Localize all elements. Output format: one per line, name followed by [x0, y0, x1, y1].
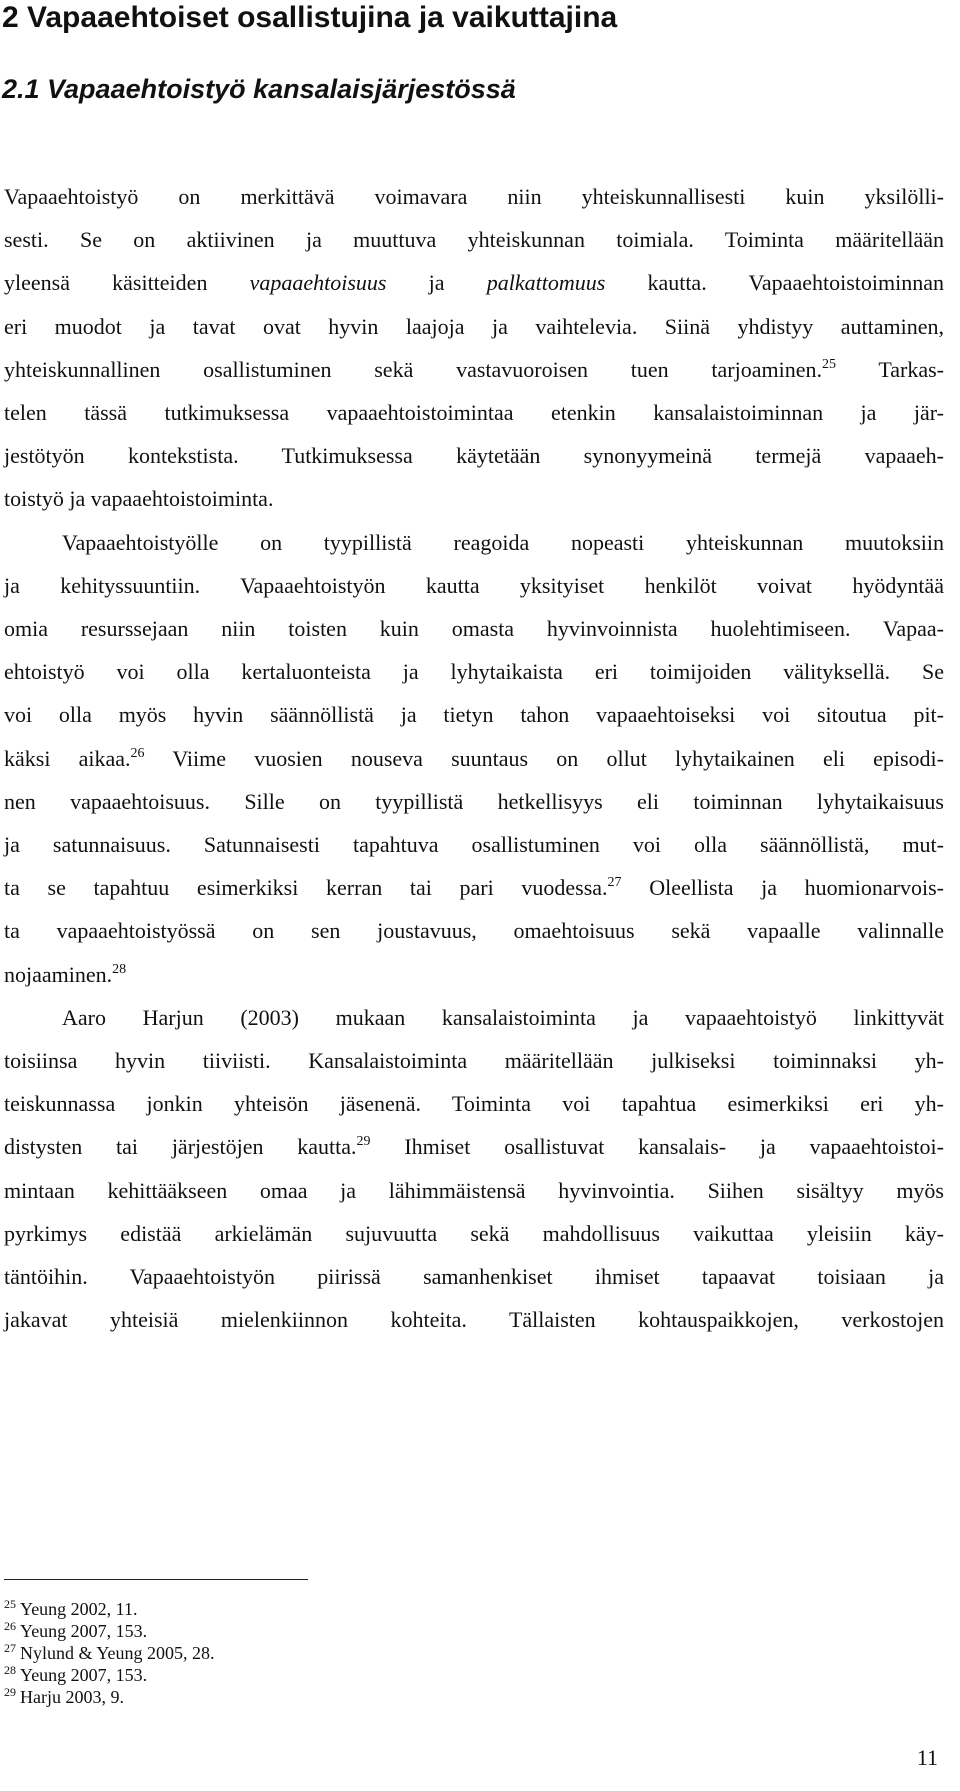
text-line: sesti. Se on aktiivinen ja muuttuva yhteiskunnan toimiala. Toiminta määritellään	[4, 227, 944, 253]
footnote-ref[interactable]: 29	[356, 1134, 371, 1150]
paragraph-3	[4, 996, 944, 1342]
footnote-item	[4, 1598, 215, 1620]
text-line: jestötyön kontekstista. Tutkimuksessa käytetään synonyymeinä termejä vapaaeh-	[4, 443, 944, 469]
emphasis-term: vapaaehtoisuus	[249, 270, 387, 296]
text-line	[4, 737, 944, 780]
text-line	[4, 261, 944, 304]
text-line	[4, 1125, 944, 1168]
text-line: toisiinsa hyvin tiiviisti. Kansalaistoiminta määritellään julkiseksi toiminnaksi yh-	[4, 1048, 944, 1074]
footnote-text: Yeung 2002, 11.	[20, 1599, 138, 1619]
text-line: pyrkimys edistää arkielämän sujuvuutta sekä mahdollisuus vaikuttaa yleisiin käy-	[4, 1220, 944, 1246]
footnote-ref[interactable]: 28	[112, 961, 127, 977]
text-line: täntöihin. Vapaaehtoistyön piirissä samanhenkiset ihmiset tapaavat toisiaan ja	[4, 1264, 944, 1290]
text-line	[4, 866, 944, 909]
text-run: distysten tai järjestöjen kautta.	[4, 1134, 357, 1160]
paragraph-1	[4, 175, 944, 521]
footnote-number: 28	[4, 1663, 16, 1677]
text-run: ja	[386, 270, 487, 296]
text-line	[4, 348, 944, 391]
footnote-number: 27	[4, 1641, 16, 1655]
text-line: nen vapaaehtoisuus. Sille on tyypillistä hetkellisyys eli toiminnan lyhytaikaisuus	[4, 788, 944, 814]
text-run: Viime vuosien nouseva suuntaus on ollut lyhytaikainen eli episodi-	[144, 745, 944, 771]
text-run: ta se tapahtuu esimerkiksi kerran tai pari vuodessa.	[4, 875, 608, 901]
text-run: Tarkas-	[836, 356, 944, 382]
text-run: yhteiskunnallinen osallistuminen sekä vastavuoroisen tuen tarjoaminen.	[4, 356, 822, 382]
footnote-item	[4, 1664, 215, 1686]
footnote-ref[interactable]: 27	[607, 875, 622, 891]
text-line: ehtoistyö voi olla kertaluonteista ja lyhytaikaista eri toimijoiden välityksellä. Se	[4, 659, 944, 685]
footnote-ref[interactable]: 25	[822, 356, 836, 372]
text-line: teiskunnassa jonkin yhteisön jäsenenä. Toiminta voi tapahtua esimerkiksi eri yh-	[4, 1091, 944, 1117]
footnote-number: 26	[4, 1619, 16, 1633]
text-line: telen tässä tutkimuksessa vapaaehtoistoimintaa etenkin kansalaistoiminnan ja jär-	[4, 400, 944, 426]
text-line: eri muodot ja tavat ovat hyvin laajoja ja vaihtelevia. Siinä yhdistyy auttaminen,	[4, 313, 944, 339]
footnote-text: Yeung 2007, 153.	[20, 1621, 148, 1641]
footnote-text: Harju 2003, 9.	[20, 1687, 124, 1707]
text-line: mintaan kehittääkseen omaa ja lähimmäistensä hyvinvointia. Siihen sisältyy myös	[4, 1177, 944, 1203]
footnote-text: Nylund & Yeung 2005, 28.	[20, 1643, 215, 1663]
text-line: jakavat yhteisiä mielenkiinnon kohteita. Tällaisten kohtauspaikkojen, verkostojen	[4, 1307, 944, 1333]
paragraph-2	[4, 521, 944, 996]
text-line: Vapaaehtoistyölle on tyypillistä reagoida nopeasti yhteiskunnan muutoksiin	[62, 529, 944, 555]
footnote-item	[4, 1642, 215, 1664]
text-line: toistyö ja vapaaehtoistoiminta.	[4, 486, 274, 512]
text-run: Ihmiset osallistuvat kansalais- ja vapaaehtoistoi-	[370, 1134, 944, 1160]
footnote-item	[4, 1620, 215, 1642]
text-run: yleensä käsitteiden	[4, 270, 250, 296]
footnote-number: 25	[4, 1597, 16, 1611]
text-line: ja kehityssuuntiin. Vapaaehtoistyön kautta yksityiset henkilöt voivat hyödyntää	[4, 572, 944, 598]
footnotes	[4, 1598, 215, 1708]
text-line	[4, 953, 944, 996]
text-run: kautta. Vapaaehtoistoiminnan	[605, 270, 944, 296]
body-text	[4, 175, 944, 1341]
text-line: ja satunnaisuus. Satunnaisesti tapahtuva osallistuminen voi olla säännöllistä, mut-	[4, 832, 944, 858]
text-line: Vapaaehtoistyö on merkittävä voimavara niin yhteiskunnallisesti kuin yksilölli-	[4, 184, 944, 209]
text-line: Aaro Harjun (2003) mukaan kansalaistoiminta ja vapaaehtoistyö linkittyvät	[62, 1004, 944, 1030]
text-line: ta vapaaehtoistyössä on sen joustavuus, omaehtoisuus sekä vapaalle valinnalle	[4, 918, 944, 944]
text-run: nojaaminen.	[4, 961, 113, 987]
footnote-text: Yeung 2007, 153.	[20, 1665, 148, 1685]
text-run: käksi aikaa.	[4, 745, 131, 771]
page-number: 11	[916, 1745, 938, 1770]
footnote-divider	[4, 1579, 308, 1580]
footnote-number: 29	[4, 1685, 16, 1699]
text-run: Oleellista ja huomionarvois-	[621, 875, 945, 901]
emphasis-term: palkattomuus	[486, 270, 606, 296]
footnote-ref[interactable]: 26	[130, 745, 145, 761]
footnote-item	[4, 1686, 215, 1708]
text-line: omia resurssejaan niin toisten kuin omasta hyvinvoinnista huolehtimiseen. Vapaa-	[4, 616, 944, 642]
section-heading: 2.1 Vapaaehtoistyö kansalaisjärjestössä	[2, 74, 516, 104]
chapter-heading: 2 Vapaaehtoiset osallistujina ja vaikuttajina	[2, 1, 618, 34]
text-line: voi olla myös hyvin säännöllistä ja tietyn tahon vapaaehtoiseksi voi sitoutua pit-	[4, 702, 944, 728]
